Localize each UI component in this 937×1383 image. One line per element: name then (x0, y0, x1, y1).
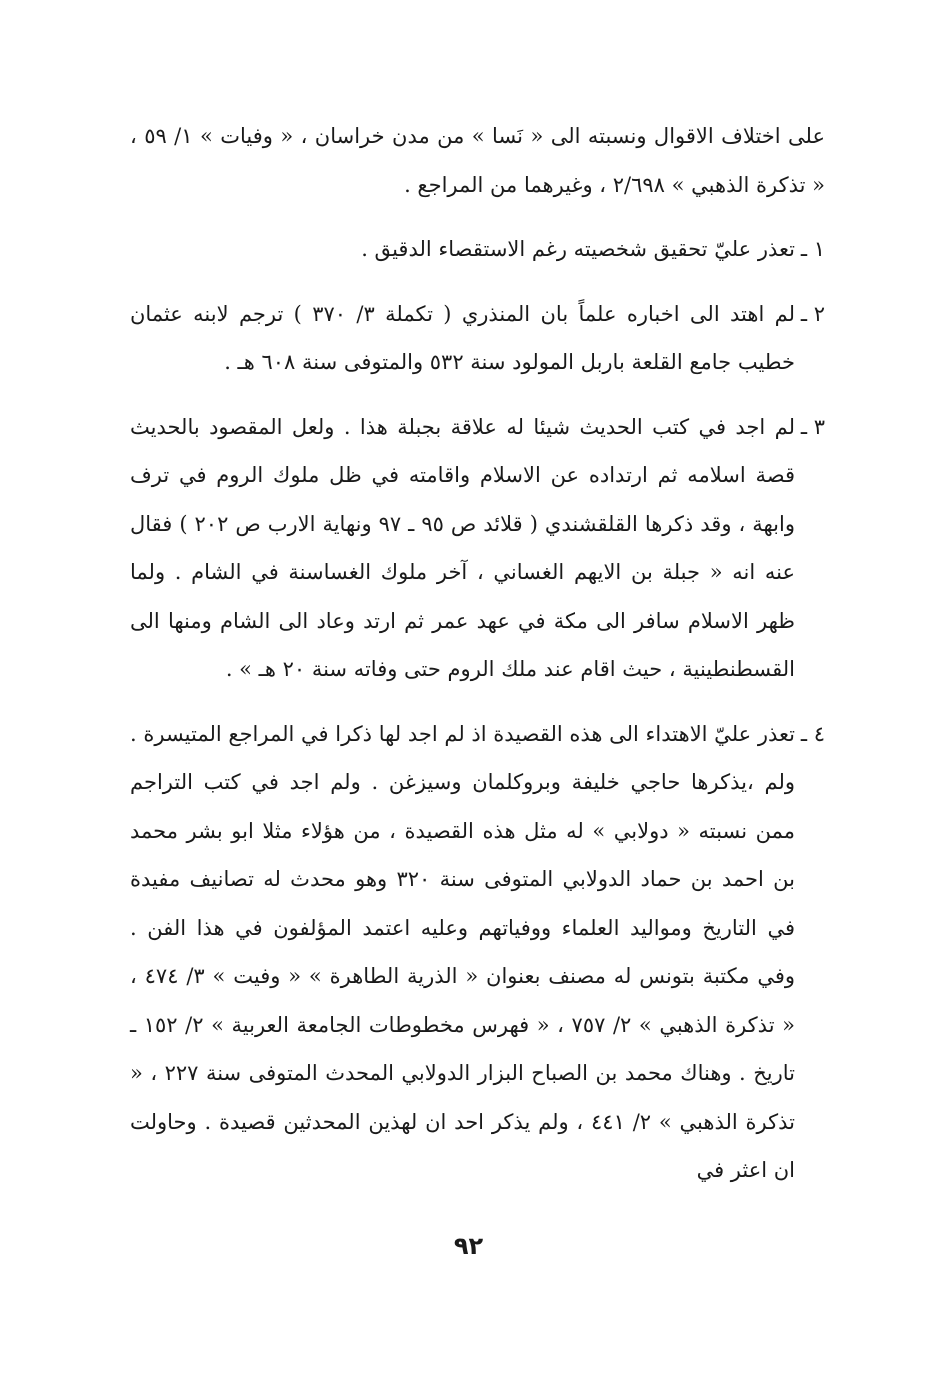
page-body (130, 112, 825, 1195)
footnote-text: لم اهتد الى اخباره علماً بان المنذري ( تكملة ٣/ ٣٧٠ ) ترجم لابنه عثمان خطيب جامع القلعة باربل المولود سنة ٥٣٢ والمتوفى سنة ٦٠٨ هـ . (130, 301, 796, 374)
footnote-2 (130, 290, 825, 387)
footnote-text: تعذر عليّ تحقيق شخصيته رغم الاستقصاء الدقيق . (361, 237, 795, 261)
footnote-text: لم اجد في كتب الحديث شيئا له علاقة بجبلة هذا . ولعل المقصود بالحديث قصة اسلامه ثم ارتداده عن الاسلام واقامته في ظل ملوك الروم في ترف وابهة ، وقد ذكرها القلقشندي ( قلائد ص ٩٥ ـ ٩٧ ونهاية الارب ص ٢٠٢ ) فقال عنه انه « جبلة بن الايهم الغساني ، آخر ملوك الغساسنة في الشام . ولما ظهر الاسلام سافر الى مكة في عهد عمر ثم ارتد وعاد الى الشام ومنها الى القسطنطينية ، حيث اقام عند ملك الروم حتى وفاته سنة ٢٠ هـ » . (130, 414, 795, 681)
footnote-number: ٣ ـ (800, 414, 825, 439)
footnote-1 (130, 225, 825, 274)
intro-paragraph: على اختلاف الاقوال ونسبته الى « نَسا » من مدن خراسان ، « وفيات » ١/ ٥٩ ، « تذكرة الذهبي » ٢/٦٩٨ ، وغيرهما من المراجع . (130, 124, 825, 197)
footnote-number: ١ ـ (800, 237, 825, 261)
footnote-number: ٤ ـ (800, 721, 825, 746)
footnote-number: ٢ ـ (800, 301, 825, 326)
footnote-text: تعذر عليّ الاهتداء الى هذه القصيدة اذ لم اجد لها ذكرا في المراجع المتيسرة . ولم ،يذكرها حاجي خليفة وبروكلمان وسيزغن . ولم اجد في كتب التراجم ممن نسبته « دولابي » له مثل هذه القصيدة ، من هؤلاء مثلا ابو بشر محمد بن احمد بن حماد الدولابي المتوفى سنة ٣٢٠ وهو محدث له تصانيف مفيدة في التاريخ ومواليد العلماء ووفياتهم وعليه اعتمد المؤلفون في هذا الفن . وفي مكتبة بتونس له مصنف بعنوان « الذرية الطاهرة » « وفيت » ٣/ ٤٧٤ ، « تذكرة الذهبي » ٢/ ٧٥٧ ، « فهرس مخطوطات الجامعة العربية » ٢/ ١٥٢ ـ تاريخ . وهناك محمد بن الصباح البزار الدولابي المحدث المتوفى سنة ٢٢٧ ، « تذكرة الذهبي » ٢/ ٤٤١ ، ولم يذكر احد ان لهذين المحدثين قصيدة . وحاولت ان اعثر في (130, 721, 796, 1182)
page-number: ٩٢ (453, 1232, 484, 1260)
footnote-3 (130, 403, 825, 694)
footnote-4 (130, 710, 825, 1195)
